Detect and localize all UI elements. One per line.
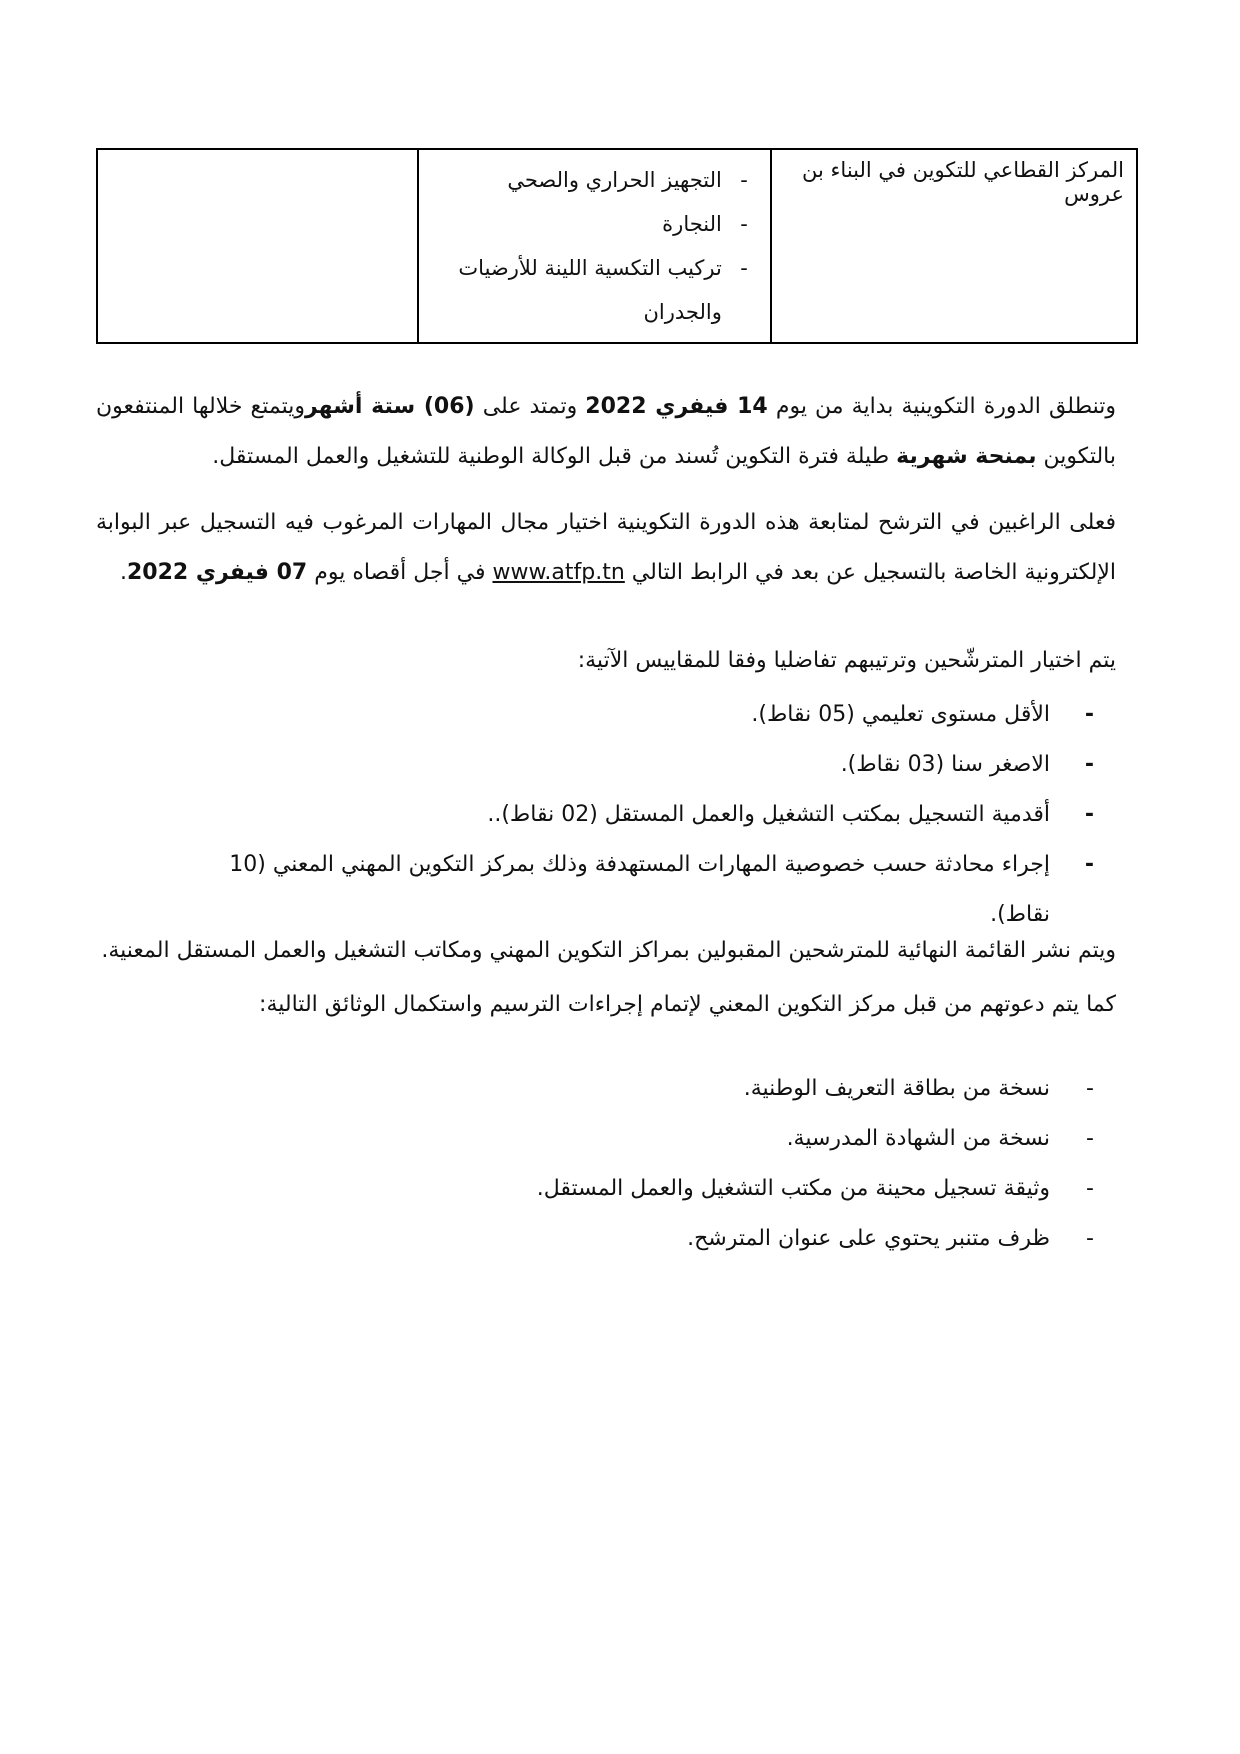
registration-paragraph	[96, 498, 1116, 598]
criteria-list	[198, 690, 1098, 940]
specialty-item: - تركيب التكسية اللينة للأرضيات	[431, 246, 748, 290]
criteria-item: - الاصغر سنا (03 نقاط).	[198, 740, 1098, 790]
document-item: - ظرف متنبر يحتوي على عنوان المترشح.	[198, 1214, 1098, 1264]
deadline-date: 07 فيفري 2022	[126, 560, 308, 585]
training-center-table	[96, 148, 1138, 344]
specialty-item-continuation: والجدران	[643, 300, 722, 324]
text-run: .	[119, 560, 127, 585]
invitation-paragraph: كما يتم دعوتهم من قبل مركز التكوين المعني لإتمام إجراءات الترسيم واستكمال الوثائق التالية:	[259, 992, 1116, 1017]
criteria-intro: يتم اختيار المترشّحين وترتيبهم تفاضليا وفقا للمقاييس الآتية:	[577, 648, 1116, 673]
document-item: - نسخة من الشهادة المدرسية.	[198, 1114, 1098, 1164]
text-run: طيلة فترة التكوين تُسند من قبل الوكالة الوطنية للتشغيل والعمل المستقل.	[212, 444, 897, 469]
text-run: وتمتد على	[474, 394, 586, 419]
text-run: في أجل أقصاه يوم	[307, 560, 493, 585]
criteria-item: - أقدمية التسجيل بمكتب التشغيل والعمل المستقل (02 نقاط)..	[198, 790, 1098, 840]
training-center-cell	[771, 149, 1137, 343]
table-row	[97, 149, 1137, 343]
publication-paragraph: ويتم نشر القائمة النهائية للمترشحين المقبولين بمراكز التكوين المهني ومكاتب التشغيل والعمل المستقل المعنية.	[101, 938, 1116, 963]
empty-cell	[97, 149, 418, 343]
training-center-name: المركز القطاعي للتكوين في البناء بن عروس	[802, 158, 1124, 206]
documents-list	[198, 1064, 1098, 1264]
document-item: - نسخة من بطاقة التعريف الوطنية.	[198, 1064, 1098, 1114]
duration: (06) ستة أشهر	[305, 394, 475, 419]
training-start-paragraph	[96, 382, 1116, 482]
text-run: وتنطلق الدورة التكوينية بداية من يوم	[767, 394, 1117, 419]
specialty-item: - التجهيز الحراري والصحي	[431, 158, 748, 202]
criteria-item: - إجراء محادثة حسب خصوصية المهارات المستهدفة وذلك بمركز التكوين المهني المعني (10 نقاط).	[198, 840, 1098, 940]
registration-link[interactable]: www.atfp.tn	[492, 560, 625, 585]
specialties-cell	[418, 149, 771, 343]
start-date: 14 فيفري 2022	[585, 394, 768, 419]
specialty-item: - النجارة	[431, 202, 748, 246]
document-item: - وثيقة تسجيل محينة من مكتب التشغيل والعمل المستقل.	[198, 1164, 1098, 1214]
text-run: ويتمتع خلالها المنتفعون بالتكوين	[96, 394, 1116, 469]
monthly-grant: بمنحة شهرية	[896, 444, 1037, 469]
text-run: فعلى الراغبين في الترشح لمتابعة هذه الدورة التكوينية اختيار مجال المهارات المرغوب فيه التسجيل عبر البوابة الإلكترونية الخاصة بالتسجيل عن بعد في الرابط التالي	[96, 510, 1116, 585]
criteria-item: - الأقل مستوى تعليمي (05 نقاط).	[198, 690, 1098, 740]
specialties-list	[431, 158, 758, 334]
